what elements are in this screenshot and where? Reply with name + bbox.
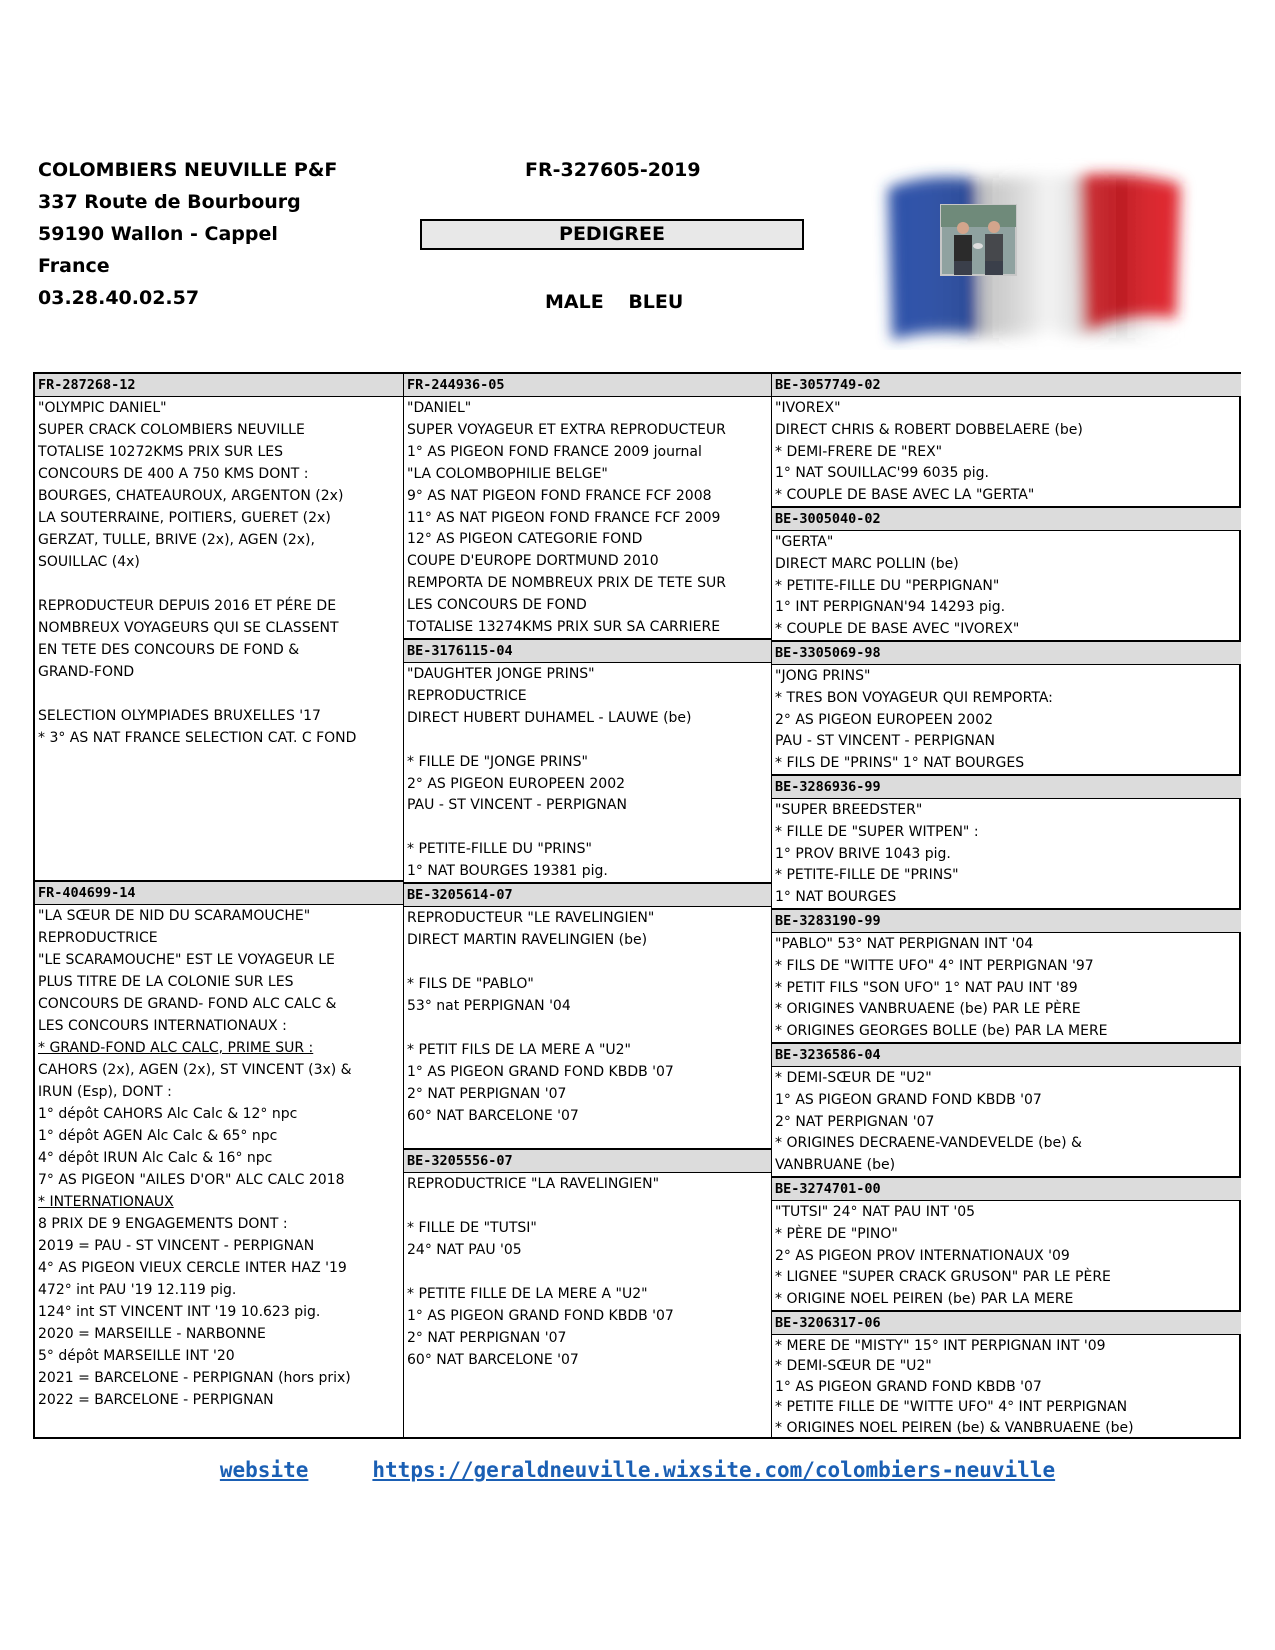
pedigree-line: 1° dépôt AGEN Alc Calc & 65° npc xyxy=(38,1128,278,1144)
pedigree-line: GRAND-FOND xyxy=(38,664,135,680)
pedigree-line: PLUS TITRE DE LA COLONIE SUR LES xyxy=(38,974,294,990)
pedigree-line: * PÈRE DE "PINO" xyxy=(775,1225,898,1242)
pedigree-line xyxy=(404,1017,771,1039)
pedigree-line: SELECTION OLYMPIADES BRUXELLES '17 xyxy=(38,708,321,724)
pedigree-line: * PETITE-FILLE DU "PERPIGNAN" xyxy=(775,577,1000,594)
pedigree-line: "GERTA" xyxy=(775,534,834,550)
pedigree-entry xyxy=(772,774,1241,908)
pedigree-entry xyxy=(772,1176,1241,1310)
pedigree-ring-header: FR-287268-12 xyxy=(35,374,403,397)
pedigree-line: 1° AS PIGEON GRAND FOND KBDB '07 xyxy=(775,1378,1042,1395)
pedigree-line: LES CONCOURS INTERNATIONAUX : xyxy=(38,1018,287,1034)
pedigree-ring-header: BE-3205614-07 xyxy=(404,884,771,907)
loft-country: France xyxy=(38,255,110,277)
pedigree-entry xyxy=(772,1042,1241,1176)
pedigree-line: 2019 = PAU - ST VINCENT - PERPIGNAN xyxy=(38,1238,315,1254)
pedigree-line: VANBRUANE (be) xyxy=(775,1157,896,1174)
pedigree-line: 2° NAT PERPIGNAN '07 xyxy=(407,1086,567,1102)
pedigree-line: * PETITE-FILLE DE "PRINS" xyxy=(775,867,959,884)
pedigree-line: * TRES BON VOYAGEUR QUI REMPORTA: xyxy=(775,689,1053,706)
pedigree-line: "JONG PRINS" xyxy=(775,668,871,684)
pedigree-ring-header: BE-3286936-99 xyxy=(772,776,1241,799)
website-link[interactable]: https://geraldneuville.wixsite.com/colombiers-neuville xyxy=(372,1458,1056,1482)
pedigree-line: CAHORS (2x), AGEN (2x), ST VINCENT (3x) & xyxy=(38,1062,352,1078)
pedigree-line: 1° INT PERPIGNAN'94 14293 pig. xyxy=(775,599,1006,616)
sex-color xyxy=(545,286,683,318)
pedigree-entry xyxy=(404,1148,771,1437)
pedigree-line: GERZAT, TULLE, BRIVE (2x), AGEN (2x), xyxy=(38,532,315,548)
pedigree-line: REPRODUCTRICE xyxy=(38,930,158,946)
pedigree-entry xyxy=(772,506,1241,640)
pedigree-line: LA SOUTERRAINE, POITIERS, GUERET (2x) xyxy=(38,510,331,526)
pedigree-line: "LA SŒUR DE NID DU SCARAMOUCHE" xyxy=(38,908,311,924)
website-label[interactable]: website xyxy=(219,1458,309,1482)
pedigree-line: SUPER CRACK COLOMBIERS NEUVILLE xyxy=(38,422,305,438)
sex-label: MALE xyxy=(545,291,604,313)
pedigree-line: DIRECT HUBERT DUHAMEL - LAUWE (be) xyxy=(407,709,692,726)
pedigree-line xyxy=(404,1195,771,1217)
pedigree-line: 1° AS PIGEON FOND FRANCE 2009 journal xyxy=(407,443,702,460)
pedigree-ring-header: BE-3005040-02 xyxy=(772,508,1241,531)
pedigree-line: * PETIT FILS DE LA MERE A "U2" xyxy=(407,1042,631,1058)
pedigree-line: * ORIGINES DECRAENE-VANDEVELDE (be) & xyxy=(775,1135,1082,1152)
pedigree-line: 5° dépôt MARSEILLE INT '20 xyxy=(38,1348,235,1364)
pedigree-ring-header: FR-244936-05 xyxy=(404,374,771,397)
pedigree-line: "PABLO" 53° NAT PERPIGNAN INT '04 xyxy=(775,936,1034,952)
pedigree-line: * DEMI-SŒUR DE "U2" xyxy=(775,1358,932,1375)
pedigree-line: * PETITE FILLE DE LA MERE A "U2" xyxy=(407,1286,648,1302)
pedigree-line: 1° AS PIGEON GRAND FOND KBDB '07 xyxy=(407,1308,674,1324)
pedigree-line: 1° AS PIGEON GRAND FOND KBDB '07 xyxy=(775,1091,1042,1108)
pedigree-line: 2° NAT PERPIGNAN '07 xyxy=(775,1113,935,1130)
pedigree-line: * FILS DE "PABLO" xyxy=(407,976,534,992)
pedigree-line: * FILLE DE "TUTSI" xyxy=(407,1220,537,1236)
pedigree-line: REPRODUCTRICE xyxy=(407,687,527,704)
pedigree-ring-header: BE-3236586-04 xyxy=(772,1044,1241,1067)
pedigree-line: 24° NAT PAU '05 xyxy=(407,1242,522,1258)
pedigree-entry xyxy=(404,882,771,1148)
pedigree-line: 4° AS PIGEON VIEUX CERCLE INTER HAZ '19 xyxy=(38,1260,347,1276)
pedigree-line: DIRECT MARTIN RAVELINGIEN (be) xyxy=(407,932,648,948)
pedigree-line: * DEMI-SŒUR DE "U2" xyxy=(775,1070,932,1086)
pedigree-line xyxy=(35,573,403,595)
pedigree-line: 7° AS PIGEON "AILES D'OR" ALC CALC 2018 xyxy=(38,1172,345,1188)
pedigree-line: 124° int ST VINCENT INT '19 10.623 pig. xyxy=(38,1304,321,1320)
pedigree-entry xyxy=(772,374,1241,506)
pedigree-line: * GRAND-FOND ALC CALC, PRIME SUR : xyxy=(38,1040,314,1056)
pedigree-line: * PETITE-FILLE DU "PRINS" xyxy=(407,841,592,858)
pedigree-line: 2° AS PIGEON PROV INTERNATIONAUX '09 xyxy=(775,1247,1070,1264)
pedigree-line: DIRECT CHRIS & ROBERT DOBBELAERE (be) xyxy=(775,421,1083,438)
pedigree-line: * PETITE FILLE DE "WITTE UFO" 4° INT PERPIGNAN xyxy=(775,1399,1128,1416)
pedigree-line: "LA COLOMBOPHILIE BELGE" xyxy=(407,465,608,482)
pedigree-line: "OLYMPIC DANIEL" xyxy=(38,400,167,416)
pedigree-line: 1° NAT BOURGES xyxy=(775,889,897,906)
pedigree-line: * ORIGINES NOEL PEIREN (be) & VANBRUAENE (be) xyxy=(775,1419,1134,1436)
pedigree-column-grandparents xyxy=(403,374,771,1437)
pedigree-line: "TUTSI" 24° NAT PAU INT '05 xyxy=(775,1204,976,1220)
pedigree-line: 53° nat PERPIGNAN '04 xyxy=(407,998,571,1014)
pedigree-entry xyxy=(772,640,1241,774)
color-label: BLEU xyxy=(628,291,684,313)
pedigree-line xyxy=(404,1261,771,1283)
french-flag-photo xyxy=(868,158,1198,350)
pedigree-line: "DAUGHTER JONGE PRINS" xyxy=(407,666,595,682)
pedigree-line: 1° dépôt CAHORS Alc Calc & 12° npc xyxy=(38,1106,298,1122)
pedigree-entry xyxy=(772,908,1241,1042)
pedigree-line: * COUPLE DE BASE AVEC LA "GERTA" xyxy=(775,487,1035,504)
pedigree-line: "SUPER BREEDSTER" xyxy=(775,802,923,818)
pedigree-entry xyxy=(35,880,403,1437)
pedigree-line xyxy=(404,951,771,973)
pedigree-line: 9° AS NAT PIGEON FOND FRANCE FCF 2008 xyxy=(407,487,712,504)
pedigree-line: REMPORTA DE NOMBREUX PRIX DE TETE SUR xyxy=(407,575,726,592)
pedigree-line: "IVOREX" xyxy=(775,400,841,416)
pedigree-ring-header: BE-3205556-07 xyxy=(404,1150,771,1173)
pedigree-ring-header: FR-404699-14 xyxy=(35,882,403,905)
pedigree-line: * ORIGINE NOEL PEIREN (be) PAR LA MERE xyxy=(775,1291,1074,1308)
loft-street: 337 Route de Bourbourg xyxy=(38,191,301,213)
pedigree-entry xyxy=(772,1310,1241,1437)
pedigree-entry xyxy=(404,374,771,638)
pedigree-title: PEDIGREE xyxy=(420,219,804,250)
pedigree-line: * PETIT FILS "SON UFO" 1° NAT PAU INT '89 xyxy=(775,979,1078,996)
pedigree-line: SOUILLAC (4x) xyxy=(38,554,140,570)
pedigree-ring-header: BE-3274701-00 xyxy=(772,1178,1241,1201)
pedigree-ring-header: BE-3206317-06 xyxy=(772,1312,1241,1335)
pedigree-ring-header: BE-3057749-02 xyxy=(772,374,1241,397)
pedigree-line: 2° AS PIGEON EUROPEEN 2002 xyxy=(775,711,994,728)
pedigree-line: * LIGNEE "SUPER CRACK GRUSON" PAR LE PÈRE xyxy=(775,1269,1111,1286)
pedigree-line: * ORIGINES GEORGES BOLLE (be) PAR LA MERE xyxy=(775,1023,1108,1040)
pedigree-entry xyxy=(35,374,403,880)
pedigree-line: * COUPLE DE BASE AVEC "IVOREX" xyxy=(775,621,1020,638)
website-footer xyxy=(0,1458,1275,1482)
pedigree-line: 1° NAT BOURGES 19381 pig. xyxy=(407,863,608,880)
pedigree-line: 12° AS PIGEON CATEGORIE FOND xyxy=(407,531,643,548)
pedigree-line: 60° NAT BARCELONE '07 xyxy=(407,1108,579,1124)
pedigree-line: SUPER VOYAGEUR ET EXTRA REPRODUCTEUR xyxy=(407,421,726,438)
pedigree-line: TOTALISE 13274KMS PRIX SUR SA CARRIERE xyxy=(407,619,721,636)
pedigree-line: EN TETE DES CONCOURS DE FOND & xyxy=(38,642,300,658)
pedigree-line: * MERE DE "MISTY" 15° INT PERPIGNAN INT '09 xyxy=(775,1338,1106,1354)
pedigree-line: 60° NAT BARCELONE '07 xyxy=(407,1352,579,1368)
pedigree-line: 1° AS PIGEON GRAND FOND KBDB '07 xyxy=(407,1064,674,1080)
loft-phone: 03.28.40.02.57 xyxy=(38,287,200,309)
pedigree-line: PAU - ST VINCENT - PERPIGNAN xyxy=(407,797,627,814)
pedigree-line: IRUN (Esp), DONT : xyxy=(38,1084,172,1100)
pedigree-line: * FILS DE "PRINS" 1° NAT BOURGES xyxy=(775,755,1025,772)
pedigree-column-great-grandparents xyxy=(771,374,1241,1437)
pedigree-line: CONCOURS DE GRAND- FOND ALC CALC & xyxy=(38,996,337,1012)
pedigree-line: NOMBREUX VOYAGEURS QUI SE CLASSENT xyxy=(38,620,339,636)
pedigree-line: 8 PRIX DE 9 ENGAGEMENTS DONT : xyxy=(38,1216,288,1232)
pedigree-ring-header: BE-3176115-04 xyxy=(404,640,771,663)
loft-city: 59190 Wallon - Cappel xyxy=(38,223,278,245)
loft-name: COLOMBIERS NEUVILLE P&F xyxy=(38,159,338,181)
pedigree-ring-header: BE-3305069-98 xyxy=(772,642,1241,665)
pedigree-line: * DEMI-FRERE DE "REX" xyxy=(775,443,943,460)
pedigree-line: CONCOURS DE 400 A 750 KMS DONT : xyxy=(38,466,309,482)
pedigree-entry xyxy=(404,638,771,882)
pedigree-line: DIRECT MARC POLLIN (be) xyxy=(775,555,959,572)
pedigree-line: REPRODUCTRICE "LA RAVELINGIEN" xyxy=(407,1176,660,1192)
pedigree-line xyxy=(404,729,771,751)
pedigree-line: 2° NAT PERPIGNAN '07 xyxy=(407,1330,567,1346)
pedigree-line: "LE SCARAMOUCHE" EST LE VOYAGEUR LE xyxy=(38,952,335,968)
ring-number: FR-327605-2019 xyxy=(525,159,701,181)
pedigree-line: COUPE D'EUROPE DORTMUND 2010 xyxy=(407,553,659,570)
loft-address xyxy=(38,154,418,314)
pedigree-line: 4° dépôt IRUN Alc Calc & 16° npc xyxy=(38,1150,273,1166)
pedigree-table xyxy=(33,372,1241,1439)
pedigree-line: * FILLE DE "SUPER WITPEN" : xyxy=(775,823,979,840)
breeders-photo xyxy=(941,205,1016,275)
pedigree-line: REPRODUCTEUR "LE RAVELINGIEN" xyxy=(407,910,655,926)
pedigree-line: REPRODUCTEUR DEPUIS 2016 ET PÉRE DE xyxy=(38,598,337,614)
pedigree-line: LES CONCOURS DE FOND xyxy=(407,597,587,614)
pedigree-line: * FILLE DE "JONGE PRINS" xyxy=(407,753,588,770)
pedigree-line: 2022 = BARCELONE - PERPIGNAN xyxy=(38,1392,274,1408)
pedigree-line: * 3° AS NAT FRANCE SELECTION CAT. C FOND xyxy=(38,730,357,746)
pedigree-column-parents xyxy=(35,374,403,1437)
pedigree-line: 1° PROV BRIVE 1043 pig. xyxy=(775,845,951,862)
pedigree-line: PAU - ST VINCENT - PERPIGNAN xyxy=(775,733,995,750)
pedigree-line: 2° AS PIGEON EUROPEEN 2002 xyxy=(407,775,626,792)
pedigree-line: "DANIEL" xyxy=(407,400,472,416)
pedigree-line xyxy=(404,816,771,838)
pedigree-line: BOURGES, CHATEAUROUX, ARGENTON (2x) xyxy=(38,488,344,504)
pedigree-line: 472° int PAU '19 12.119 pig. xyxy=(38,1282,237,1298)
pedigree-ring-header: BE-3283190-99 xyxy=(772,910,1241,933)
pedigree-line: * FILS DE "WITTE UFO" 4° INT PERPIGNAN '97 xyxy=(775,957,1094,974)
pedigree-line: 2021 = BARCELONE - PERPIGNAN (hors prix) xyxy=(38,1370,351,1386)
pedigree-line xyxy=(35,683,403,705)
pedigree-line: 1° NAT SOUILLAC'99 6035 pig. xyxy=(775,465,989,482)
pedigree-line: 2020 = MARSEILLE - NARBONNE xyxy=(38,1326,266,1342)
pedigree-line: 11° AS NAT PIGEON FOND FRANCE FCF 2009 xyxy=(407,509,721,526)
pedigree-line: * INTERNATIONAUX xyxy=(38,1194,174,1210)
pedigree-line: * ORIGINES VANBRUAENE (be) PAR LE PÈRE xyxy=(775,1001,1081,1018)
pedigree-line: TOTALISE 10272KMS PRIX SUR LES xyxy=(38,444,284,460)
